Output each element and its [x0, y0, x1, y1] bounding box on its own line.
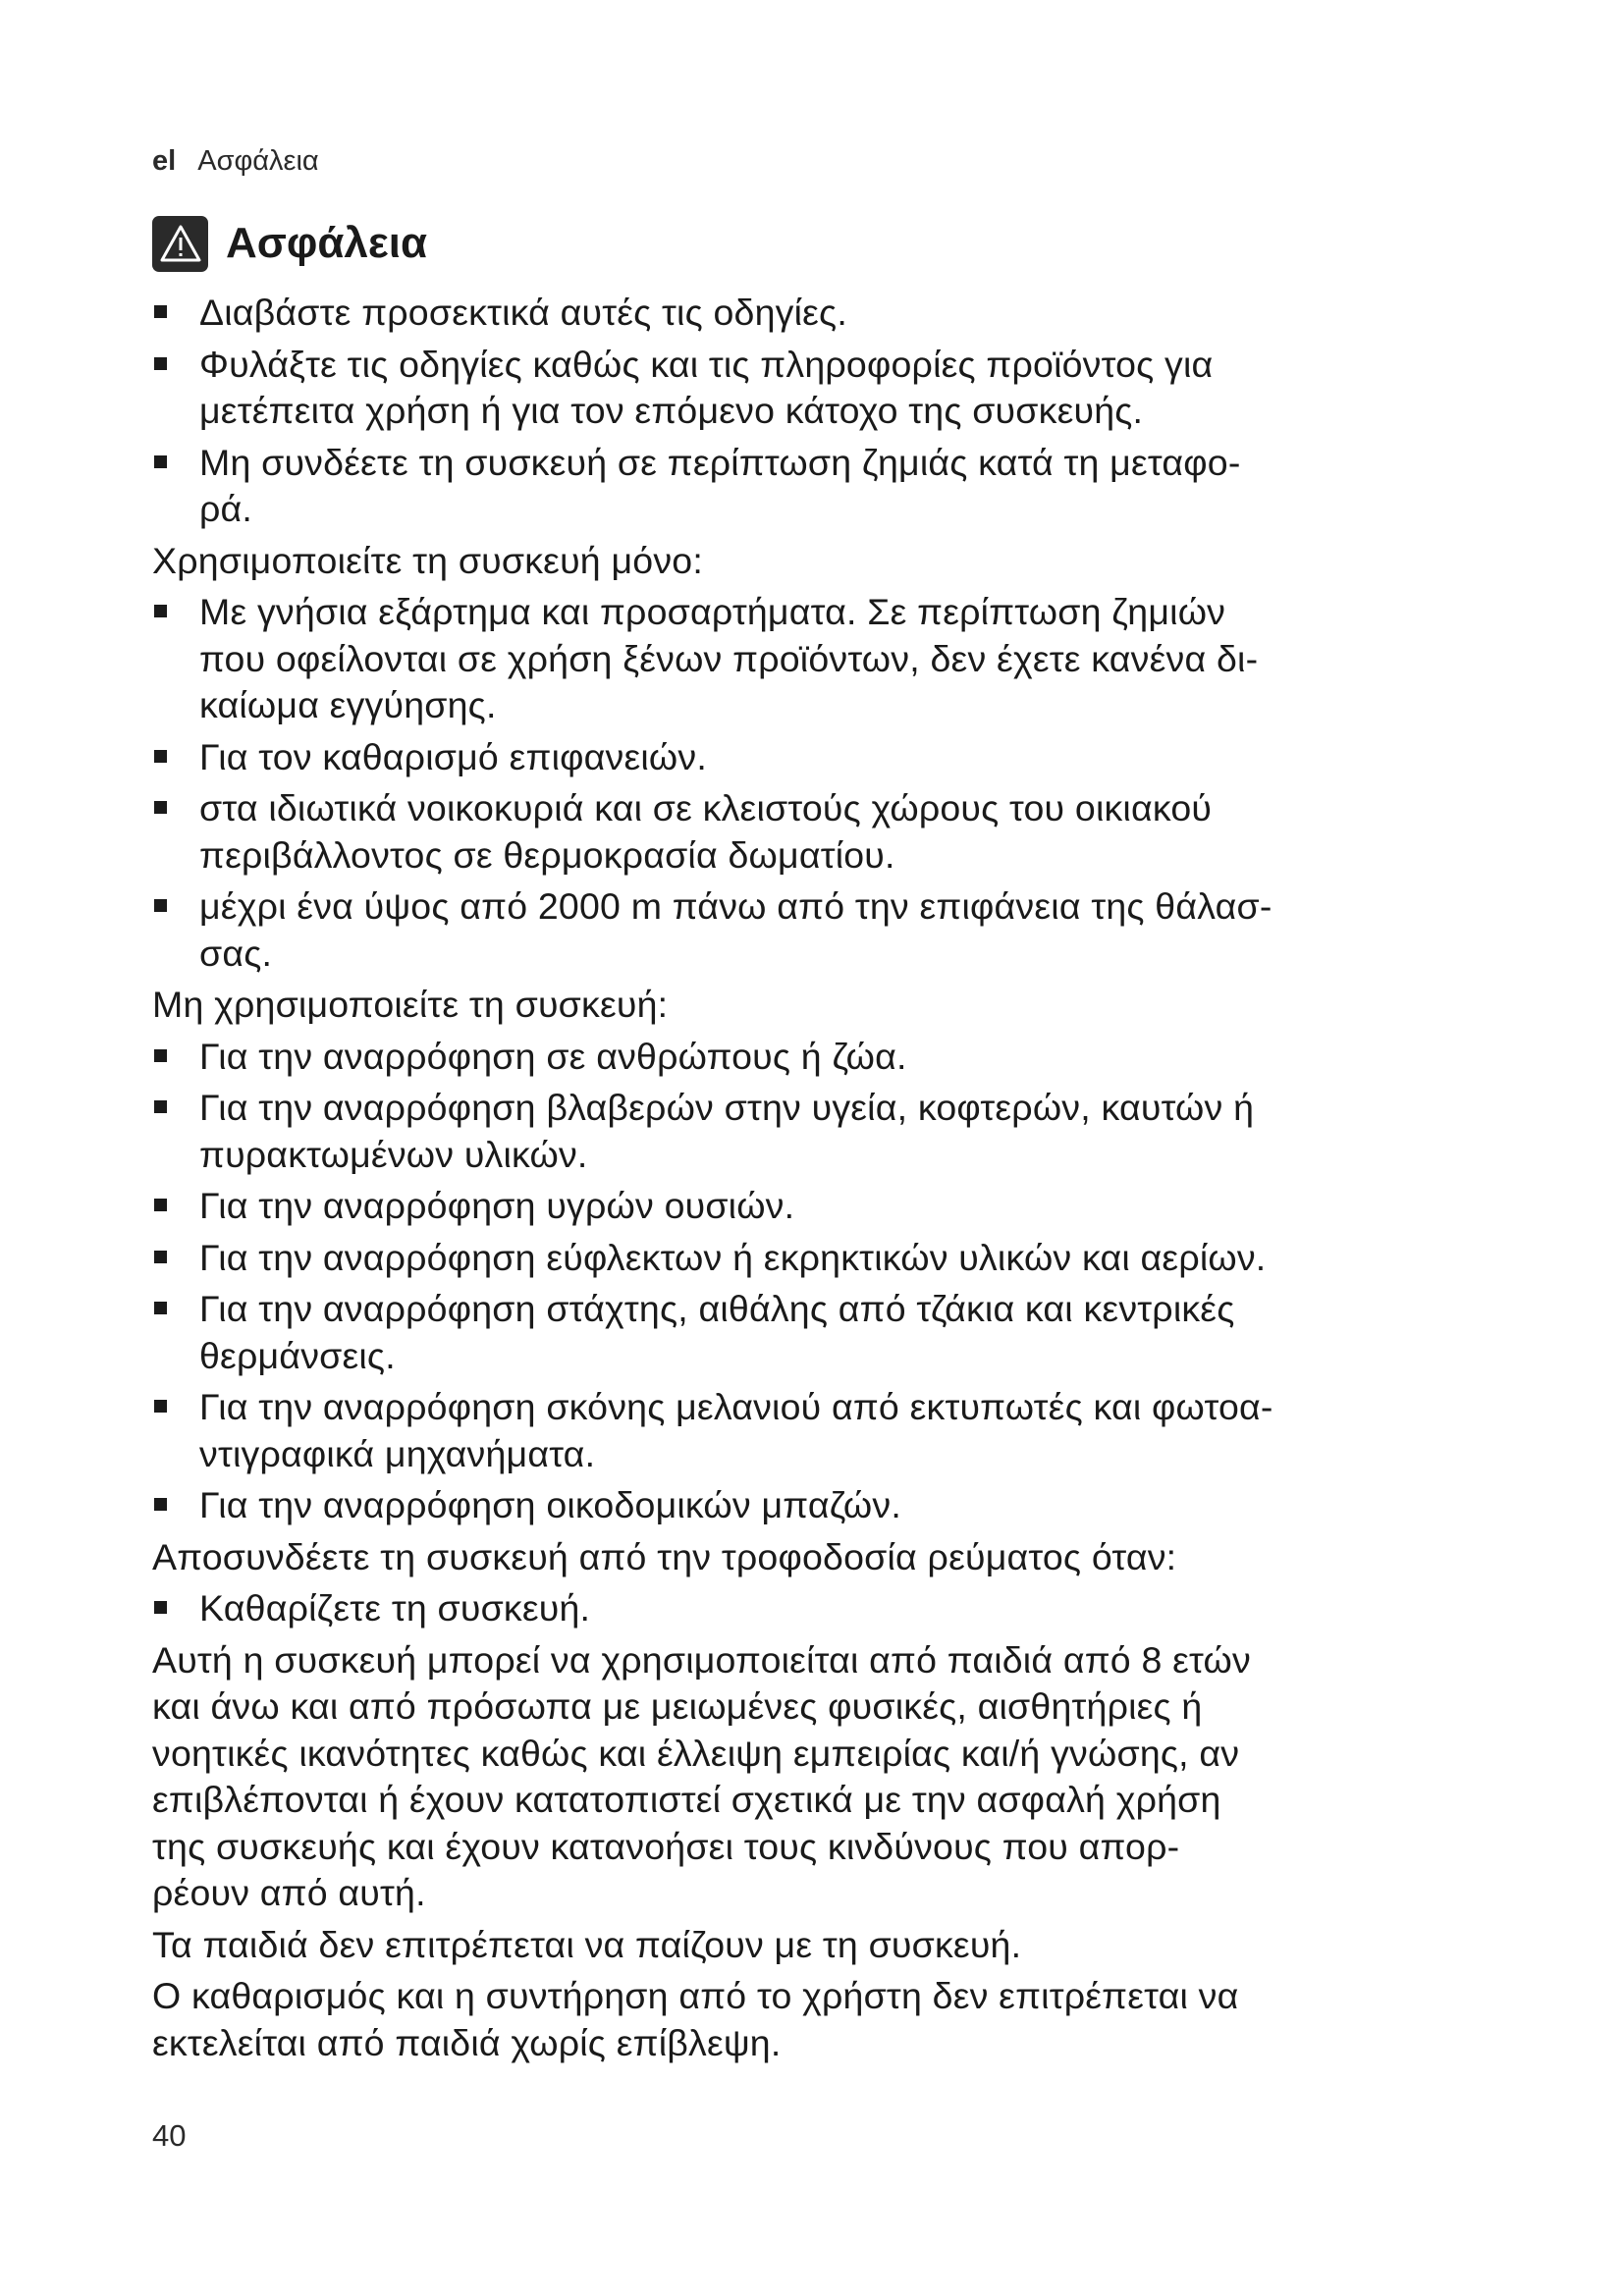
square-bullet-icon [154, 750, 167, 763]
square-bullet-icon [154, 899, 167, 912]
bullet-item [152, 785, 1527, 879]
square-bullet-icon [154, 305, 167, 318]
bullet-item [152, 1286, 1527, 1379]
text-line: θερμάνσεις. [199, 1334, 396, 1376]
paragraph [152, 1534, 1527, 1581]
text-line: ντιγραφικά μηχανήματα. [199, 1432, 596, 1474]
text-line: Για την αναρρόφηση σε ανθρώπους ή ζώα. [199, 1035, 907, 1077]
text-line: Μη συνδέετε τη συσκευή σε περίπτωση ζημιάς κατά τη μεταφο- [199, 441, 1241, 483]
bullet-item [152, 342, 1527, 435]
square-bullet-icon [154, 1498, 167, 1511]
text-line: Τα παιδιά δεν επιτρέπεται να παίζουν με τη συσκευή. [152, 1923, 1022, 1965]
bullet-item [152, 1585, 1527, 1632]
text-line: Με γνήσια εξάρτημα και προσαρτήματα. Σε περίπτωση ζημιών [199, 591, 1226, 632]
square-bullet-icon [154, 1100, 167, 1113]
square-bullet-icon [154, 1049, 167, 1062]
paragraph [152, 538, 1527, 585]
text-line: που οφείλονται σε χρήση ξένων προϊόντων, δεν έχετε κανένα δι- [199, 637, 1259, 679]
text-line: επιβλέπονται ή έχουν κατατοπιστεί σχετικά με την ασφαλή χρήση [152, 1779, 1221, 1820]
text-line: Φυλάξτε τις οδηγίες καθώς και τις πληροφορίες προϊόντος για [199, 343, 1214, 385]
text-line: Για την αναρρόφηση στάχτης, αιθάλης από τζάκια και κεντρικές [199, 1288, 1235, 1329]
bullet-item [152, 440, 1527, 533]
bullet-item [152, 1183, 1527, 1230]
text-line: Για την αναρρόφηση βλαβερών στην υγεία, κοφτερών, καυτών ή [199, 1087, 1255, 1128]
text-line: Αυτή η συσκευή μπορεί να χρησιμοποιείται από παιδιά από 8 ετών [152, 1638, 1251, 1681]
square-bullet-icon [154, 1302, 167, 1314]
text-line: και άνω και από πρόσωπα με μειωμένες φυσικές, αισθητήριες ή [152, 1685, 1203, 1727]
paragraph [152, 982, 1527, 1029]
bullet-item [152, 883, 1527, 977]
bullet-item [152, 1235, 1527, 1282]
text-line: Καθαρίζετε τη συσκευή. [199, 1587, 591, 1629]
text-line: καίωμα εγγύησης. [199, 684, 497, 725]
text-line: εκτελείται από παιδιά χωρίς επίβλεψη. [152, 2021, 782, 2063]
bullet-item [152, 1482, 1527, 1529]
square-bullet-icon [154, 357, 167, 370]
text-line: Ο καθαρισμός και η συντήρηση από το χρήστη δεν επιτρέπεται να [152, 1975, 1239, 2016]
paragraph [152, 1637, 1527, 1917]
text-line: Μη χρησιμοποιείτε τη συσκευή: [152, 984, 669, 1025]
text-line: πυρακτωμένων υλικών. [199, 1133, 588, 1175]
text-line: Για τον καθαρισμό επιφανειών. [199, 735, 707, 777]
square-bullet-icon [154, 1251, 167, 1263]
bullet-item [152, 1034, 1527, 1081]
paragraph [152, 1922, 1527, 1969]
warning-triangle-icon [152, 216, 208, 272]
section-heading [152, 214, 427, 273]
text-line: Για την αναρρόφηση υγρών ουσιών. [199, 1185, 795, 1226]
text-line: σας. [199, 932, 273, 974]
square-bullet-icon [154, 1601, 167, 1614]
language-code: el [152, 145, 177, 177]
text-line: στα ιδιωτικά νοικοκυριά και σε κλειστούς χώρους του οικιακού [199, 787, 1213, 828]
text-line: ρέουν από αυτή. [152, 1872, 426, 1913]
paragraph [152, 1973, 1527, 2066]
page-title: Ασφάλεια [226, 219, 428, 267]
text-line: Αποσυνδέετε τη συσκευή από την τροφοδοσία ρεύματος όταν: [152, 1535, 1177, 1577]
bullet-item [152, 290, 1527, 337]
bullet-item [152, 1085, 1527, 1178]
text-line: νοητικές ικανότητες καθώς και έλλειψη εμπειρίας και/ή γνώσης, αν [152, 1732, 1240, 1774]
square-bullet-icon [154, 1199, 167, 1211]
square-bullet-icon [154, 455, 167, 468]
square-bullet-icon [154, 1400, 167, 1413]
text-line: Χρησιμοποιείτε τη συσκευή μόνο: [152, 539, 703, 581]
text-line: μέχρι ένα ύψος από 2000 m πάνω από την επιφάνεια της θάλασ- [199, 885, 1272, 927]
bullet-item [152, 1384, 1527, 1477]
square-bullet-icon [154, 605, 167, 617]
text-line: Διαβάστε προσεκτικά αυτές τις οδηγίες. [199, 292, 847, 333]
header-section-name: Ασφάλεια [197, 145, 319, 177]
text-line: Για την αναρρόφηση εύφλεκτων ή εκρηκτικών υλικών και αερίων. [199, 1236, 1267, 1278]
bullet-item [152, 589, 1527, 729]
square-bullet-icon [154, 801, 167, 814]
safety-content [152, 285, 1527, 2066]
text-line: της συσκευής και έχουν κατανοήσει τους κινδύνους που απορ- [152, 1825, 1180, 1867]
text-line: Για την αναρρόφηση σκόνης μελανιού από εκτυπωτές και φωτοα- [199, 1386, 1273, 1427]
text-line: ρά. [199, 488, 253, 529]
page-number: 40 [152, 2118, 187, 2153]
text-line: μετέπειτα χρήση ή για τον επόμενο κάτοχο της συσκευής. [199, 390, 1144, 431]
bullet-item [152, 734, 1527, 781]
text-line: περιβάλλοντος σε θερμοκρασία δωματίου. [199, 833, 895, 876]
text-line: Για την αναρρόφηση οικοδομικών μπαζών. [199, 1484, 901, 1525]
running-header [152, 147, 319, 176]
